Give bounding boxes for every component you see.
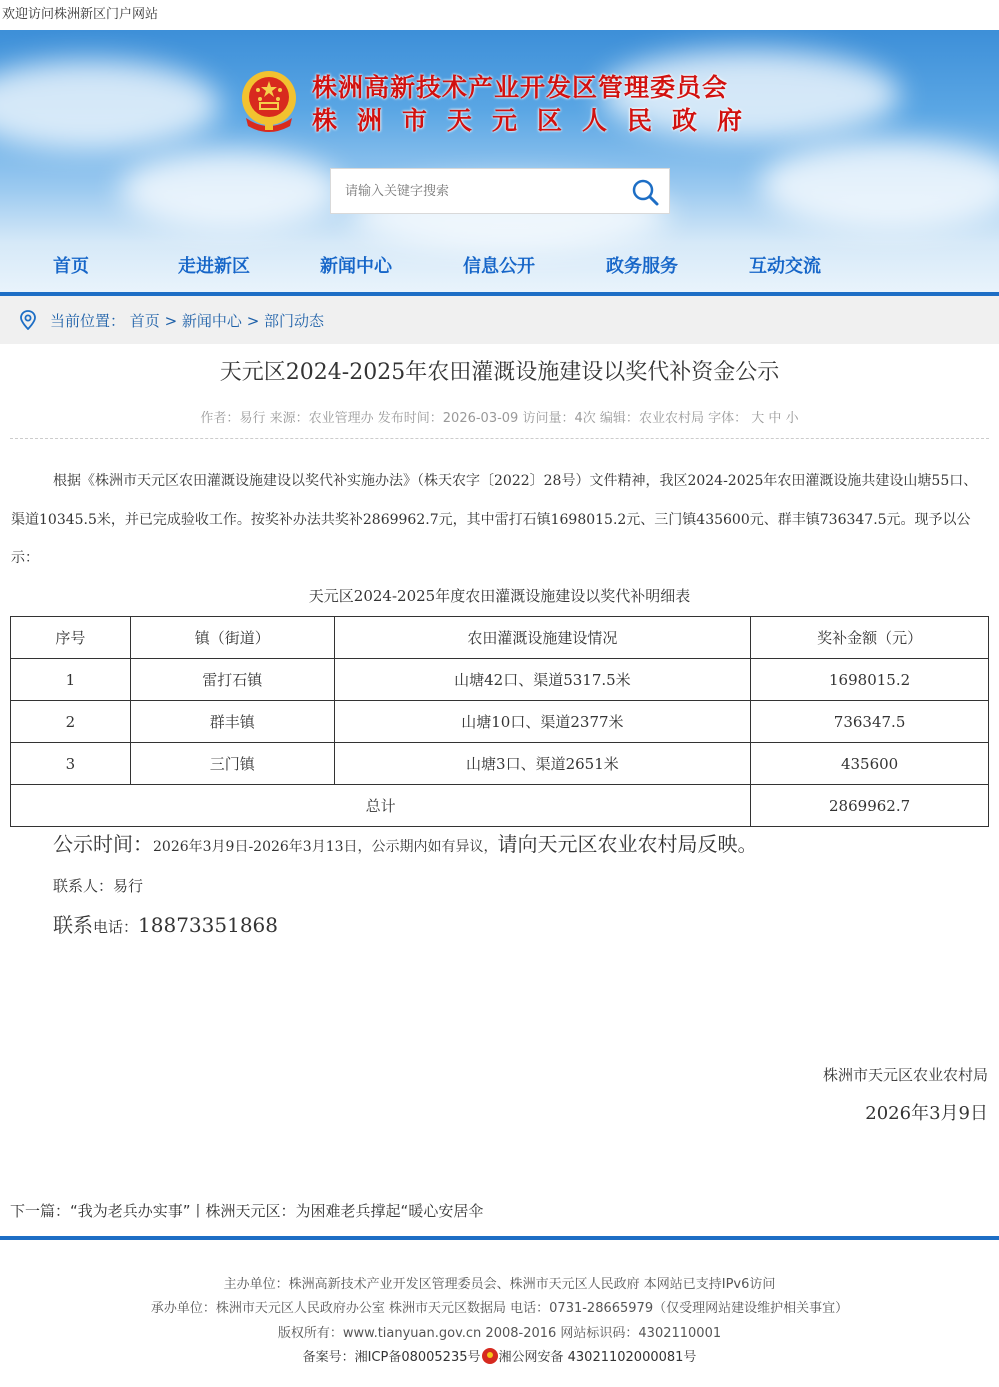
breadcrumb-dept-link[interactable]: 部门动态 [264, 312, 325, 330]
table-total-label: 总计 [11, 785, 751, 827]
next-article [10, 1200, 483, 1221]
breadcrumb-home-link[interactable]: 首页 [129, 312, 160, 330]
editor-label: 编辑： [599, 411, 639, 426]
table-cell: 群丰镇 [130, 701, 334, 743]
table-header-cell: 奖补金额（元） [751, 617, 989, 659]
font-size-small-button[interactable]: 小 [785, 411, 799, 426]
site-title-line1: 株洲高新技术产业开发区管理委员会 [312, 73, 729, 102]
meta-divider [10, 438, 989, 439]
nav-item-news[interactable]: 新闻中心 [320, 256, 392, 277]
notice-dates: 2026年3月9日-2026年3月13日，公示期内如有异议， [153, 839, 498, 855]
phone-prefix: 联系 [53, 913, 93, 937]
footer-sponsor: 主办单位：株洲高新技术产业开发区管理委员会、株洲市天元区人民政府 本网站已支持IPv6访问 [223, 1277, 776, 1292]
contact-person: 联系人：易行 [53, 877, 144, 895]
author-label: 作者： [200, 411, 240, 426]
notice-suffix: 请向天元区农业农村局反映。 [497, 832, 758, 856]
subsidy-table [10, 616, 989, 827]
breadcrumb [0, 296, 999, 344]
source-label: 来源： [269, 411, 309, 426]
article-paragraph: 根据《株洲市天元区农田灌溉设施建设以奖代补实施办法》（株天农字〔2022〕28号）文件精神，我区2024-2025年农田灌溉设施共建设山塘55口、渠道10345.5米，并已完成验收工作。按奖补办法共奖补2869962.7元，其中雷打石镇1698015.2元、三门镇435600元、群丰镇736347.5元。现予以公示： [11, 473, 978, 566]
font-size-label: 字体： [708, 411, 748, 426]
table-cell: 435600 [751, 743, 989, 785]
breadcrumb-separator: > [241, 312, 265, 330]
date-value: 2026-03-09 [442, 411, 519, 426]
table-total-row [11, 785, 989, 827]
views-label: 访问量： [522, 411, 575, 426]
search-input[interactable] [331, 169, 621, 213]
footer-copyright: 版权所有：www.tianyuan.gov.cn 2008-2016 网站标识码：4302110001 [277, 1326, 722, 1341]
table-cell: 雷打石镇 [130, 659, 334, 701]
header-banner [0, 30, 999, 296]
source-value: 农业管理办 [308, 411, 374, 426]
phone-label: 电话： [93, 918, 139, 936]
table-cell: 1 [11, 659, 131, 701]
table-cell: 1698015.2 [751, 659, 989, 701]
phone-number: 18873351868 [138, 913, 278, 937]
footer [0, 1240, 999, 1387]
font-size-large-button[interactable]: 大 [751, 411, 765, 426]
location-pin-icon [19, 310, 37, 330]
national-emblem-icon [238, 68, 300, 132]
table-header-cell: 镇（街道） [130, 617, 334, 659]
breadcrumb-news-link[interactable]: 新闻中心 [181, 312, 242, 330]
welcome-text: 欢迎访问株洲新区门户网站 [2, 7, 159, 22]
table-total-value: 2869962.7 [751, 785, 989, 827]
article-title: 天元区2024-2025年农田灌溉设施建设以奖代补资金公示 [219, 360, 780, 385]
table-header-cell: 农田灌溉设施建设情况 [334, 617, 751, 659]
search-icon[interactable] [629, 176, 661, 208]
next-article-link[interactable]: “我为老兵办实事”丨株洲天元区：为困难老兵撑起“暖心安居伞 [70, 1202, 484, 1220]
table-cell: 山塘10口、渠道2377米 [334, 701, 751, 743]
signature-date: 2026年3月9日 [865, 1103, 988, 1124]
table-row [11, 701, 989, 743]
table-cell: 三门镇 [130, 743, 334, 785]
table-cell: 山塘3口、渠道2651米 [334, 743, 751, 785]
table-row [11, 743, 989, 785]
site-title-line2: 株洲市天元区人民政府 [312, 106, 763, 135]
footer-organizer: 承办单位：株洲市天元区人民政府办公室 株洲市天元区数据局 电话：0731-28665979（仅受理网站建设维护相关事宜） [150, 1301, 849, 1316]
views-value: 4次 [574, 411, 596, 426]
welcome-bar [0, 0, 999, 30]
signature-org: 株洲市天元区农业农村局 [822, 1066, 988, 1084]
table-cell: 山塘42口、渠道5317.5米 [334, 659, 751, 701]
search-box [330, 168, 670, 214]
record-label: 备案号： [302, 1350, 355, 1365]
table-row [11, 659, 989, 701]
table-header-cell: 序号 [11, 617, 131, 659]
notice-period [53, 828, 758, 857]
table-cell: 736347.5 [751, 701, 989, 743]
footer-record [0, 1346, 999, 1365]
font-size-medium-button[interactable]: 中 [768, 411, 782, 426]
article-meta [0, 407, 999, 426]
next-article-label: 下一篇： [10, 1202, 71, 1220]
notice-prefix: 公示时间： [53, 832, 153, 856]
table-cell: 2 [11, 701, 131, 743]
table-header-row [11, 617, 989, 659]
nav-item-interaction[interactable]: 互动交流 [749, 256, 821, 277]
editor-value: 农业农村局 [638, 411, 704, 426]
table-cell: 3 [11, 743, 131, 785]
table-caption: 天元区2024-2025年度农田灌溉设施建设以奖代补明细表 [308, 587, 691, 605]
icp-link[interactable]: 湘ICP备08005235号 [354, 1350, 481, 1365]
police-badge-icon [482, 1348, 498, 1364]
nav-item-services[interactable]: 政务服务 [606, 256, 678, 277]
breadcrumb-prefix: 当前位置： [50, 312, 126, 330]
police-record-link[interactable]: 湘公网安备 43021102000081号 [498, 1350, 697, 1365]
main-nav [0, 252, 999, 282]
date-label: 发布时间： [377, 411, 443, 426]
nav-item-about[interactable]: 走进新区 [178, 256, 250, 277]
contact-phone [53, 909, 278, 938]
author-value: 易行 [239, 411, 266, 426]
breadcrumb-separator: > [159, 312, 182, 330]
nav-item-info[interactable]: 信息公开 [463, 256, 535, 277]
nav-item-home[interactable]: 首页 [53, 256, 89, 277]
